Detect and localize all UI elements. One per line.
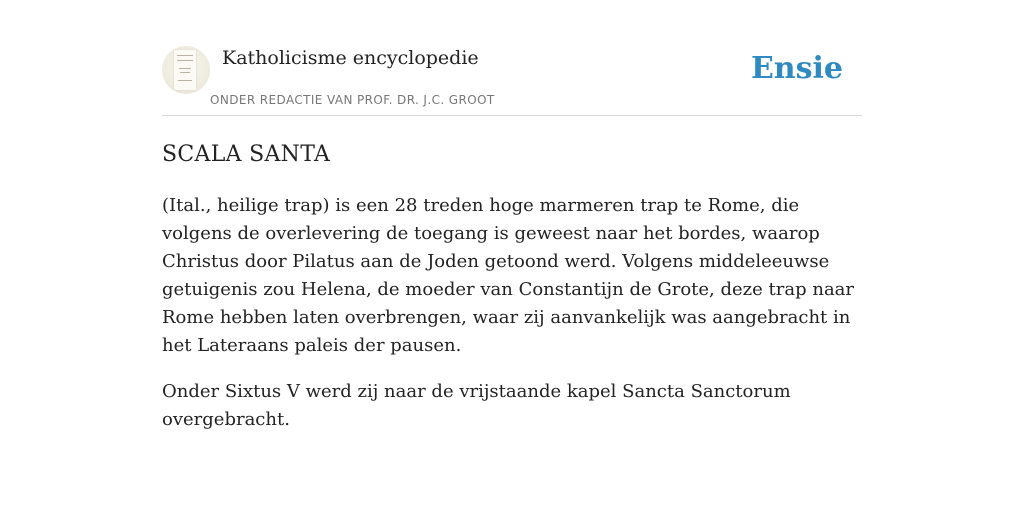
- article-body: [162, 192, 862, 452]
- article-paragraph: (Ital., heilige trap) is een 28 treden hoge marmeren trap te Rome, die volgens de overlevering de toegang is geweest naar het bordes, waarop Christus door Pilatus aan de Joden getoond werd. Volgens middeleeuwse getuigenis zou Helena, de moeder van Constantijn de Grote, deze trap naar Rome hebben laten overbrengen, waar zij aanvankelijk was aangebracht in het Lateraans paleis der pausen.: [162, 195, 855, 356]
- article-title: SCALA SANTA: [162, 142, 331, 167]
- cover-text-line: [177, 60, 193, 61]
- book-cover-thumbnail[interactable]: [162, 46, 210, 94]
- book-cover-page: [174, 50, 196, 90]
- page-container: [162, 0, 862, 430]
- brand-logo[interactable]: Ensie: [750, 51, 843, 86]
- cover-text-line: [177, 55, 193, 56]
- editor-subtitle: ONDER REDACTIE VAN PROF. DR. J.C. GROOT: [210, 93, 495, 107]
- cover-text-line: [179, 68, 191, 69]
- header: [162, 0, 862, 116]
- article-paragraph: Onder Sixtus V werd zij naar de vrijstaande kapel Sancta Sanctorum overgebracht.: [162, 381, 791, 430]
- cover-text-line: [178, 80, 192, 81]
- site-title[interactable]: Katholicisme encyclopedie: [222, 47, 479, 69]
- cover-text-line: [180, 72, 190, 73]
